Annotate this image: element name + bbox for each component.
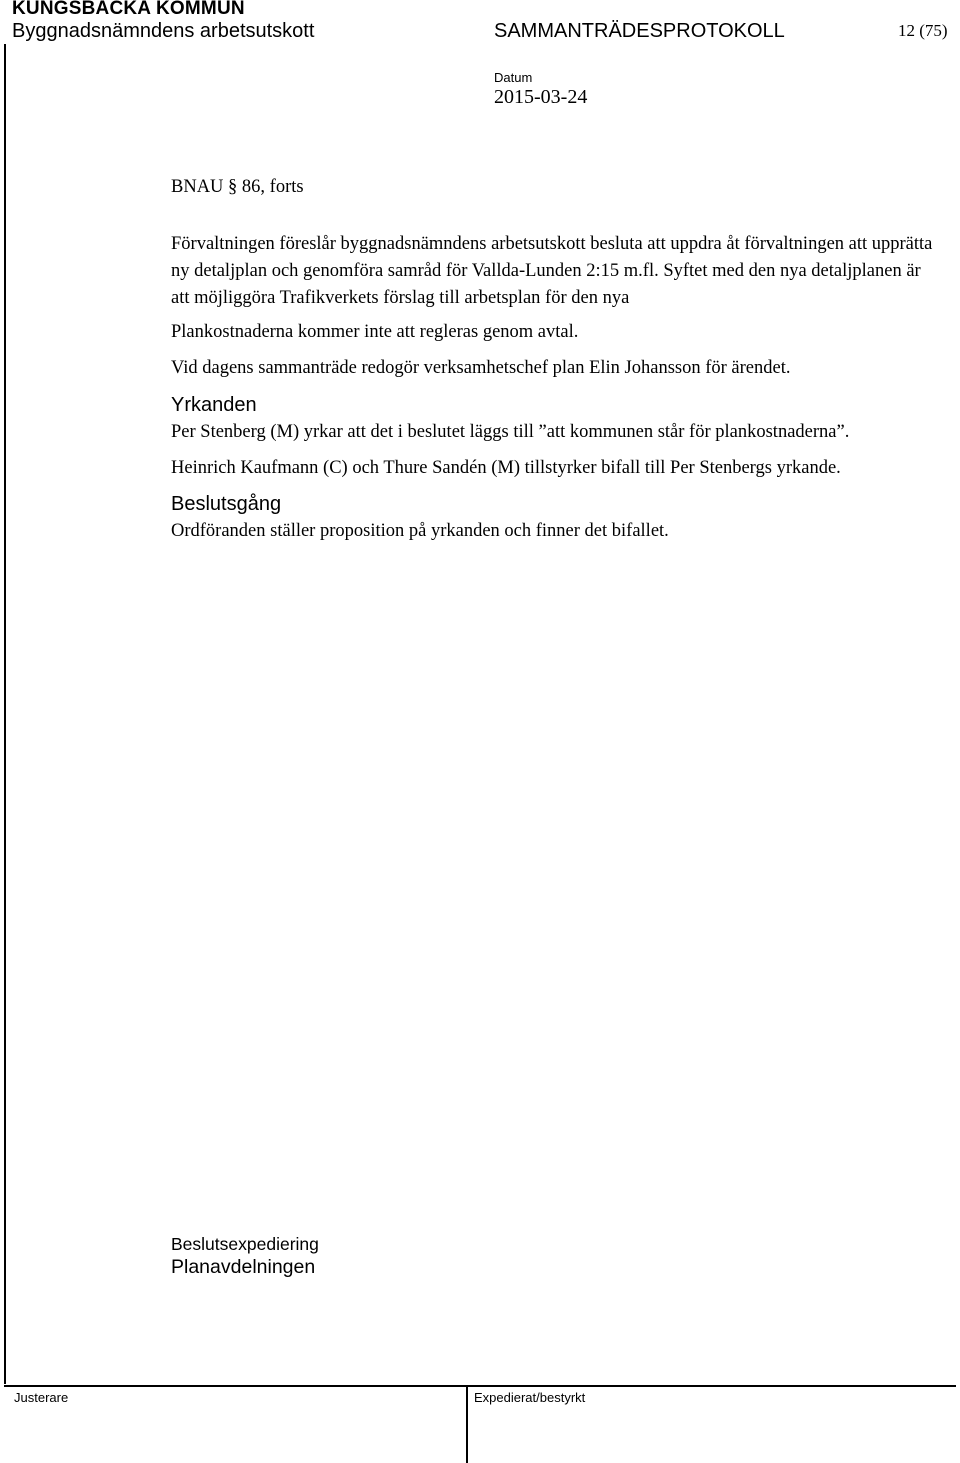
footer-rule [4,1385,956,1387]
costs-paragraph: Plankostnaderna kommer inte att regleras genom avtal. [171,322,579,342]
page-number: 12 (75) [898,21,948,40]
meeting-date: 2015-03-24 [494,86,588,108]
heading-motions: Yrkanden [171,394,257,416]
document-type: SAMMANTRÄDESPROTOKOLL [494,20,785,42]
date-label: Datum [494,70,533,85]
heading-procedure: Beslutsgång [171,493,282,515]
proposal-paragraph: Förvaltningen föreslår byggnadsnämndens arbetsutskott besluta att uppdra åt förvaltningen att upprätta ny detaljplan och genomföra samråd för Vallda-Lunden 2:15 m.fl. Syftet med den nya detaljplanen är att möjliggöra Trafikverkets förslag till arbetsplan för den nya [171,234,933,308]
committee-name: Byggnadsnämndens arbetsutskott [12,20,315,42]
organization-name: KUNGSBACKA KOMMUN [12,0,245,19]
protocol-body [171,174,941,545]
footer-divider [466,1385,468,1463]
distribution-recipient: Planavdelningen [171,1256,316,1278]
adjuster-label: Justerare [14,1390,69,1405]
distribution-label: Beslutsexpediering [171,1234,319,1254]
support-paragraph: Heinrich Kaufmann (C) och Thure Sandén (M) tillstyrker bifall till Per Stenbergs yrkande. [171,458,841,478]
procedure-paragraph: Ordföranden ställer proposition på yrkanden och finner det bifallet. [171,521,669,541]
motion-paragraph: Per Stenberg (M) yrkar att det i beslutet läggs till ”att kommunen står för plankostnaderna”. [171,422,850,442]
case-reference: BNAU § 86, forts [171,177,304,197]
left-margin-rule [4,44,6,1384]
dispatched-label: Expedierat/bestyrkt [474,1390,586,1405]
meeting-paragraph: Vid dagens sammanträde redogör verksamhetschef plan Elin Johansson för ärendet. [171,358,791,378]
